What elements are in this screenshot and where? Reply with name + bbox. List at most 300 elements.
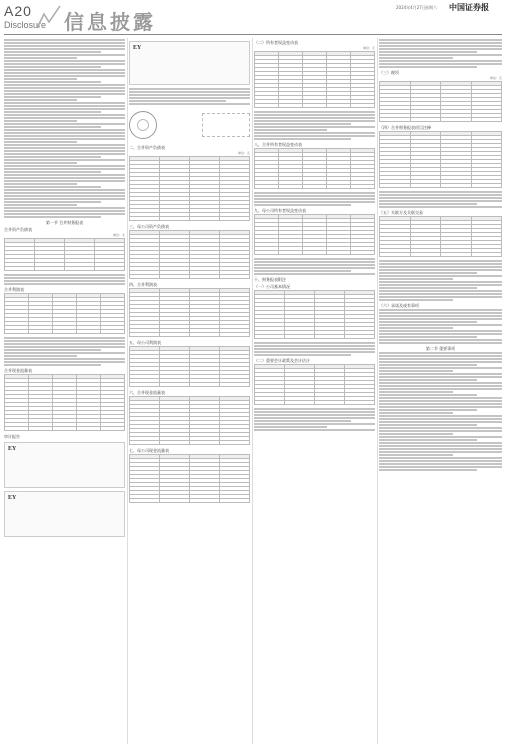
auditor-logo: EY — [8, 495, 17, 501]
text-line — [379, 290, 502, 292]
table-cell — [315, 335, 345, 339]
table-row — [380, 118, 502, 122]
table-cell — [130, 441, 160, 445]
table-cell — [160, 441, 190, 445]
text-line — [4, 192, 125, 194]
text-line — [379, 403, 502, 405]
text-line — [4, 48, 125, 50]
text-line — [379, 39, 502, 41]
text-line — [4, 204, 77, 206]
table-cell — [380, 118, 411, 122]
text-line — [254, 258, 375, 260]
text-line — [254, 198, 375, 200]
section-english-title: Disclosure — [4, 20, 47, 30]
text-line — [379, 309, 502, 311]
text-line — [4, 105, 125, 107]
text-line — [4, 120, 77, 122]
text-line — [379, 397, 502, 399]
table-cell — [380, 253, 411, 257]
table-cell — [35, 267, 65, 271]
seal-signature-row — [129, 109, 250, 141]
text-line — [4, 141, 77, 143]
text-line — [254, 138, 351, 140]
table-cell — [220, 333, 250, 337]
text-line — [254, 120, 375, 122]
table-row — [380, 253, 502, 257]
table-cell — [190, 333, 220, 337]
table-cell — [5, 427, 29, 431]
text-line — [379, 448, 502, 450]
text-line — [129, 94, 250, 96]
text-line — [4, 93, 125, 95]
text-line — [379, 358, 502, 360]
financial-table — [4, 238, 125, 271]
text-line — [4, 361, 125, 363]
section-heading: （一）公司基本情况 — [254, 284, 290, 289]
text-line — [4, 150, 125, 152]
text-line — [254, 267, 375, 269]
table-row — [5, 427, 125, 431]
text-line — [254, 273, 375, 275]
text-line — [4, 42, 125, 44]
text-line — [379, 463, 502, 465]
table-row — [5, 330, 125, 334]
text-line — [4, 346, 125, 348]
table-cell — [410, 118, 441, 122]
table-cell — [279, 104, 303, 108]
financial-table — [254, 51, 375, 108]
text-line — [4, 337, 125, 339]
text-line — [379, 418, 502, 420]
table-cell — [471, 184, 502, 188]
text-line — [379, 379, 477, 381]
text-line — [4, 75, 125, 77]
text-line — [4, 54, 125, 56]
text-line — [4, 156, 101, 158]
section-heading: （二）所有者权益变动表 — [254, 40, 298, 45]
text-line — [254, 201, 375, 203]
table-cell — [5, 267, 35, 271]
text-line — [254, 429, 375, 431]
text-line — [254, 414, 375, 416]
body-text-block — [4, 39, 125, 218]
text-line — [379, 342, 502, 344]
table-row — [255, 251, 375, 255]
text-line — [129, 88, 250, 90]
body-text-block — [4, 274, 125, 285]
text-line — [4, 216, 101, 218]
text-line — [4, 195, 125, 197]
text-line — [379, 315, 502, 317]
table-cell — [351, 251, 375, 255]
text-line — [379, 382, 502, 384]
text-line — [379, 206, 502, 208]
body-text-block — [379, 309, 502, 344]
text-line — [379, 194, 502, 196]
financial-table — [379, 131, 502, 188]
section-heading: 合并现金流量表 — [4, 368, 32, 373]
table-cell — [315, 401, 345, 405]
text-line — [379, 66, 477, 68]
text-line — [379, 272, 477, 274]
financial-table — [129, 396, 250, 445]
table-cell — [255, 185, 279, 189]
financial-table — [379, 81, 502, 122]
text-line — [4, 180, 125, 182]
text-line — [4, 340, 125, 342]
table-cell — [255, 104, 279, 108]
text-line — [379, 318, 502, 320]
text-line — [4, 60, 125, 62]
section-heading: （二）重要会计政策及会计估计 — [254, 358, 310, 363]
text-line — [254, 114, 375, 116]
text-line — [379, 339, 502, 341]
text-line — [4, 210, 125, 212]
text-line — [379, 287, 477, 289]
text-line — [4, 78, 77, 80]
table-cell — [160, 275, 190, 279]
text-line — [379, 200, 502, 202]
text-line — [4, 171, 101, 173]
table-cell — [303, 104, 327, 108]
financial-table — [129, 230, 250, 279]
financial-table — [129, 454, 250, 503]
table-cell — [160, 383, 190, 387]
text-line — [379, 412, 453, 414]
text-line — [379, 451, 502, 453]
text-line — [129, 91, 250, 93]
text-line — [254, 411, 375, 413]
text-line — [4, 153, 125, 155]
text-line — [4, 84, 125, 86]
text-line — [379, 51, 477, 53]
text-line — [254, 426, 327, 428]
text-line — [4, 63, 125, 65]
financial-table — [379, 216, 502, 257]
text-line — [379, 263, 502, 265]
text-line — [4, 364, 101, 366]
section-heading: （三）税项 — [379, 70, 399, 75]
text-line — [379, 63, 502, 65]
section-heading: 七、母公司现金流量表 — [129, 448, 169, 453]
text-line — [379, 430, 502, 432]
text-line — [379, 203, 477, 205]
table-cell — [5, 330, 29, 334]
table-row — [255, 185, 375, 189]
text-line — [4, 165, 125, 167]
text-line — [4, 138, 125, 140]
text-line — [379, 278, 453, 280]
text-line — [4, 352, 125, 354]
text-line — [4, 102, 125, 104]
text-line — [254, 261, 375, 263]
table-cell — [130, 275, 160, 279]
text-line — [379, 400, 502, 402]
text-line — [4, 358, 125, 360]
text-line — [4, 87, 125, 89]
text-line — [379, 275, 502, 277]
text-line — [254, 132, 375, 134]
text-line — [379, 469, 477, 471]
table-cell — [190, 383, 220, 387]
text-line — [254, 354, 351, 356]
table-cell — [255, 335, 285, 339]
table-cell — [441, 253, 472, 257]
text-line — [379, 454, 453, 456]
text-line — [4, 81, 101, 83]
text-line — [379, 330, 502, 332]
table-cell — [190, 275, 220, 279]
text-line — [379, 391, 453, 393]
text-line — [379, 266, 502, 268]
text-line — [379, 436, 502, 438]
text-line — [4, 198, 125, 200]
text-line — [379, 409, 477, 411]
text-line — [379, 284, 502, 286]
table-cell — [190, 499, 220, 503]
text-line — [379, 312, 502, 314]
table-row — [130, 333, 250, 337]
column-divider — [127, 38, 128, 744]
company-seal-icon — [129, 111, 157, 139]
table-cell — [130, 499, 160, 503]
financial-table — [254, 290, 375, 339]
table-row — [255, 104, 375, 108]
text-line — [379, 424, 477, 426]
text-line — [4, 183, 77, 185]
table-cell — [303, 185, 327, 189]
text-line — [379, 445, 502, 447]
text-line — [379, 460, 502, 462]
table-cell — [77, 427, 101, 431]
text-line — [4, 51, 101, 53]
newspaper-masthead: 中国证券报 — [449, 2, 489, 12]
text-line — [4, 274, 125, 276]
table-cell — [345, 335, 375, 339]
table-cell — [441, 184, 472, 188]
text-line — [379, 296, 502, 298]
text-line — [254, 135, 375, 137]
financial-table — [4, 374, 125, 431]
auditor-logo: EY — [133, 45, 142, 51]
table-cell — [53, 330, 77, 334]
text-line — [379, 293, 502, 295]
table-cell — [101, 427, 125, 431]
financial-table — [254, 364, 375, 405]
text-line — [4, 283, 125, 285]
text-line — [129, 103, 250, 105]
text-line — [379, 60, 502, 62]
text-line — [254, 351, 375, 353]
table-cell — [130, 333, 160, 337]
text-line — [4, 201, 101, 203]
table-cell — [279, 185, 303, 189]
section-heading: （四）合并财务报表项目注释 — [379, 125, 431, 130]
text-line — [379, 54, 502, 56]
body-text-block — [379, 352, 502, 471]
column-divider — [377, 38, 378, 744]
text-line — [254, 348, 375, 350]
table-cell — [29, 330, 53, 334]
text-line — [254, 342, 375, 344]
text-line — [379, 442, 502, 444]
text-line — [379, 361, 502, 363]
text-line — [379, 406, 502, 408]
text-line — [379, 466, 502, 468]
table-row — [130, 275, 250, 279]
section-heading: 四、合并利润表 — [129, 282, 157, 287]
text-line — [379, 373, 502, 375]
text-line — [379, 439, 477, 441]
text-line — [379, 427, 502, 429]
table-row — [130, 217, 250, 221]
column-4 — [379, 38, 502, 744]
audit-report-image — [4, 491, 125, 537]
text-line — [379, 260, 502, 262]
text-line — [379, 191, 502, 193]
text-line — [4, 111, 101, 113]
section-heading: 审计报告 — [4, 434, 20, 439]
text-line — [4, 144, 125, 146]
audit-report-image — [4, 442, 125, 488]
text-line — [379, 376, 502, 378]
table-cell — [190, 441, 220, 445]
text-line — [379, 42, 502, 44]
text-line — [254, 117, 375, 119]
body-text-block — [4, 337, 125, 366]
issue-weekday: 星期六 — [425, 5, 437, 10]
text-line — [254, 408, 375, 410]
text-line — [4, 349, 101, 351]
text-line — [254, 111, 375, 113]
table-cell — [29, 427, 53, 431]
table-cell — [65, 267, 95, 271]
financial-table — [129, 346, 250, 387]
table-cell — [345, 401, 375, 405]
text-line — [379, 324, 502, 326]
unit-label: 单位：元 — [237, 151, 250, 155]
text-line — [254, 264, 375, 266]
table-cell — [130, 217, 160, 221]
body-text-block — [254, 192, 375, 206]
table-row — [255, 335, 375, 339]
text-line — [254, 192, 375, 194]
text-line — [379, 197, 502, 199]
table-cell — [441, 118, 472, 122]
text-line — [4, 129, 125, 131]
text-line — [379, 333, 502, 335]
section-heading: 第二节 重要事项 — [425, 346, 456, 351]
table-cell — [303, 251, 327, 255]
table-row — [130, 499, 250, 503]
text-line — [254, 204, 351, 206]
text-line — [379, 394, 477, 396]
auditor-logo: EY — [8, 446, 17, 452]
text-line — [4, 343, 125, 345]
text-line — [254, 420, 351, 422]
table-cell — [410, 253, 441, 257]
text-line — [129, 100, 226, 102]
text-line — [4, 90, 125, 92]
text-line — [379, 370, 453, 372]
text-line — [379, 299, 453, 301]
financial-table — [254, 148, 375, 189]
text-line — [254, 423, 375, 425]
section-heading: 第一节 合并财务报表 — [45, 220, 84, 225]
financial-table — [129, 288, 250, 337]
section-heading: （五）关联方及关联交易 — [379, 210, 423, 215]
text-line — [379, 421, 502, 423]
text-line — [4, 277, 125, 279]
text-line — [254, 129, 327, 131]
section-title: 信息披露 — [64, 10, 156, 34]
body-text-block — [254, 408, 375, 431]
text-line — [4, 132, 125, 134]
audit-report-image — [129, 41, 250, 85]
text-line — [254, 417, 375, 419]
financial-table — [129, 156, 250, 221]
table-cell — [255, 401, 285, 405]
text-line — [4, 174, 125, 176]
table-cell — [190, 217, 220, 221]
text-line — [379, 336, 477, 338]
table-cell — [285, 401, 315, 405]
table-row — [255, 401, 375, 405]
section-heading: 十、财务报表附注 — [254, 277, 286, 282]
table-cell — [77, 330, 101, 334]
body-text-block — [254, 342, 375, 356]
text-line — [4, 72, 125, 74]
column-2 — [129, 38, 250, 744]
table-cell — [220, 217, 250, 221]
text-line — [4, 126, 101, 128]
text-line — [4, 189, 125, 191]
text-line — [4, 69, 125, 71]
text-line — [379, 57, 453, 59]
unit-label: 单位：元 — [362, 46, 375, 50]
text-line — [4, 39, 125, 41]
table-cell — [101, 330, 125, 334]
text-line — [4, 135, 125, 137]
table-cell — [220, 383, 250, 387]
text-line — [4, 96, 101, 98]
text-line — [4, 57, 77, 59]
unit-label: 单位：元 — [489, 76, 502, 80]
table-cell — [471, 118, 502, 122]
financial-table — [254, 214, 375, 255]
table-cell — [255, 251, 279, 255]
zigzag-logo-icon — [36, 4, 62, 30]
section-heading: 二、合并资产负债表 — [129, 145, 165, 150]
table-cell — [130, 383, 160, 387]
text-line — [4, 207, 125, 209]
table-cell — [327, 104, 351, 108]
table-cell — [351, 104, 375, 108]
text-line — [379, 48, 502, 50]
text-line — [254, 126, 375, 128]
text-line — [4, 123, 125, 125]
section-heading: 合并资产负债表 — [4, 227, 32, 232]
text-line — [379, 355, 502, 357]
text-line — [4, 66, 101, 68]
body-text-block — [379, 191, 502, 208]
body-text-block — [379, 39, 502, 68]
text-line — [4, 99, 77, 101]
table-cell — [327, 185, 351, 189]
table-row — [130, 441, 250, 445]
text-line — [379, 433, 453, 435]
table-cell — [285, 335, 315, 339]
